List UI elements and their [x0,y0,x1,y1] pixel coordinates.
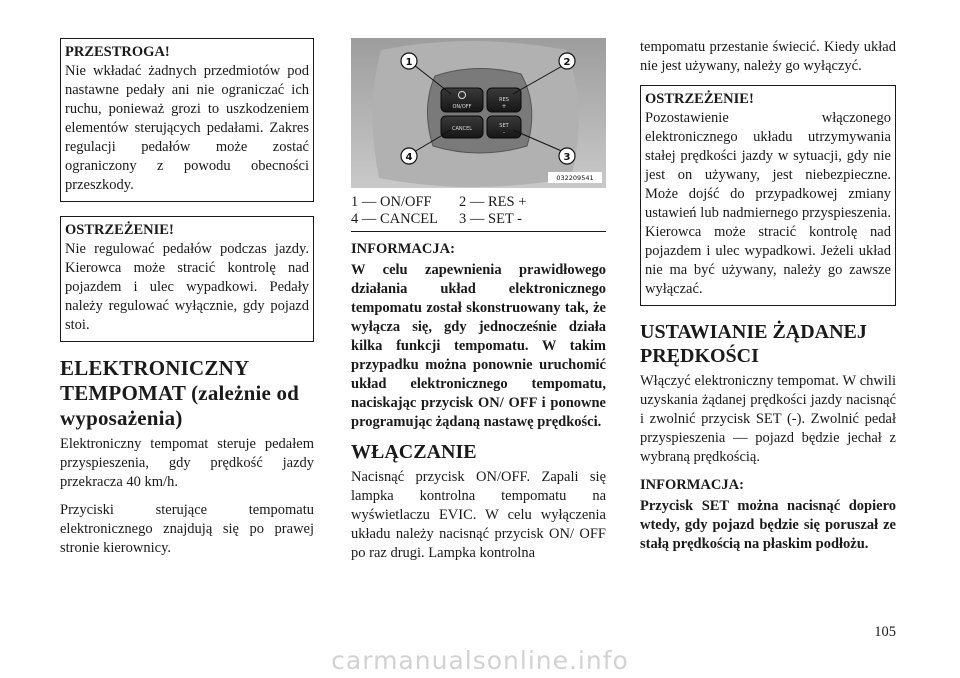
paragraph: tempomatu przestanie świecić. Kiedy układ nie jest używany, należy go wyłączyć. [640,39,896,74]
column-right [640,38,896,554]
page-number: 105 [874,624,896,640]
warning-text: Pozostawienie włączonego elektronicznego układu utrzymywania stałej prędkości jazdy w sytuacji, gdy nie jest on używany, jest niebezpieczne. Może dojść do przypadkowej zmiany ustawień lub nadmiernego przyspieszenia. Kierowca może stracić kontrolę nad pojazdem i ulec wypadkowi. Jeżeli układ nie ma być używany, należy go zawsze wyłączać. [645,110,891,297]
legend-item-onoff: 1 — ON/OFF [351,194,432,210]
paragraph: Nacisnąć przycisk ON/OFF. Zapali się lampka kontrolna tempomatu na wyświetlaczu EVIC. W celu wyłączenia układu należy nacisnąć przycisk ON/ OFF po raz drugi. Lampka kontrolna [351,469,606,561]
figure-legend [351,188,606,232]
warning-box [60,216,314,342]
paragraph: Elektroniczny tempomat steruje pedałem przyspieszenia, gdy prędkość jazdy przekracza 40 km/h. [60,436,314,490]
figure-code: 032209541 [556,174,594,182]
set-minus-sign: - [502,129,506,136]
callout-3 [559,148,575,164]
callout-number: 4 [405,152,413,163]
watermark: carmanualsonline.info [331,646,629,675]
section-title-line: PRĘDKOŚCI [640,345,759,367]
section-title-set-speed [640,320,896,368]
onoff-button-label: ON/OFF [452,104,472,110]
cancel-button-label: CANCEL [451,126,473,132]
caution-box [60,38,314,202]
section-title-enable: WŁĄCZANIE [351,441,477,463]
callout-1 [401,53,417,69]
column-middle [351,38,606,572]
legend-row [351,194,606,211]
caution-title: PRZESTROGA! [65,44,170,60]
info-title: INFORMACJA: [640,477,744,493]
warning-text: Nie regulować pedałów podczas jazdy. Kierowca może stracić kontrolę nad pojazdem i ulec wypadkowi. Pedały należy regulować wyłącznie, gdy pojazd stoi. [65,241,309,333]
legend-row [351,211,606,228]
section-title-cruise-control [60,356,314,431]
section-title-line: USTAWIANIE ŻĄDANEJ [640,321,867,343]
info-title: INFORMACJA: [351,241,455,257]
info-text: Przycisk SET można nacisnąć dopiero wtedy, gdy pojazd będzie się poruszał ze stałą prędkością na płaskim podłożu. [640,498,896,552]
legend-item-set: 3 — SET - [459,211,522,227]
callout-2 [559,53,575,69]
warning-title: OSTRZEŻENIE! [645,91,754,107]
res-button-label: RES [499,97,509,103]
paragraph: Włączyć elektroniczny tempomat. W chwili uzyskania żądanej prędkości jazdy nacisnąć i zwolnić przycisk SET (-). Zwolnić pedał przyspieszenia — pojazd będzie jechał z wybraną prędkością. [640,373,896,465]
set-button-label: SET [499,123,509,129]
warning-box [640,85,896,306]
info-text: W celu zapewnienia prawidłowego działania układ elektronicznego tempomatu został skonstruowany tak, że wyłącza się, gdy jednocześnie działa kilka funkcji tempomatu. W takim przypadku można ponownie uruchomić układ elektronicznego tempomatu, naciskając przycisk ON/ OFF i ponowne programując żądaną nastawę prędkości. [351,262,606,430]
callout-number: 2 [563,57,571,68]
res-plus-sign: + [501,103,507,110]
legend-item-cancel: 4 — CANCEL [351,211,438,227]
column-left [60,38,314,567]
callout-number: 1 [405,57,413,68]
caution-text: Nie wkładać żadnych przedmiotów pod nastawne pedały ani nie ograniczać ich ruchu, ponieważ grozi to uszkodzeniem elementów sterujących pedałami. Zakres regulacji pedałów może zostać ograniczony z powodu obecności przeszkody. [65,63,309,193]
legend-item-res: 2 — RES + [459,194,527,210]
section-title-line: TEMPOMAT (zależnie od [60,381,300,405]
callout-4 [401,148,417,164]
section-title-line: ELEKTRONICZNY [60,356,250,380]
steering-wheel-buttons-illustration [351,38,606,188]
callout-number: 3 [563,152,571,163]
warning-title: OSTRZEŻENIE! [65,222,174,238]
section-title-line: wyposażenia) [60,406,183,430]
steering-wheel-figure [351,38,606,188]
paragraph: Przyciski sterujące tempomatu elektronicznego znajdują się po prawej stronie kierownicy. [60,502,314,556]
